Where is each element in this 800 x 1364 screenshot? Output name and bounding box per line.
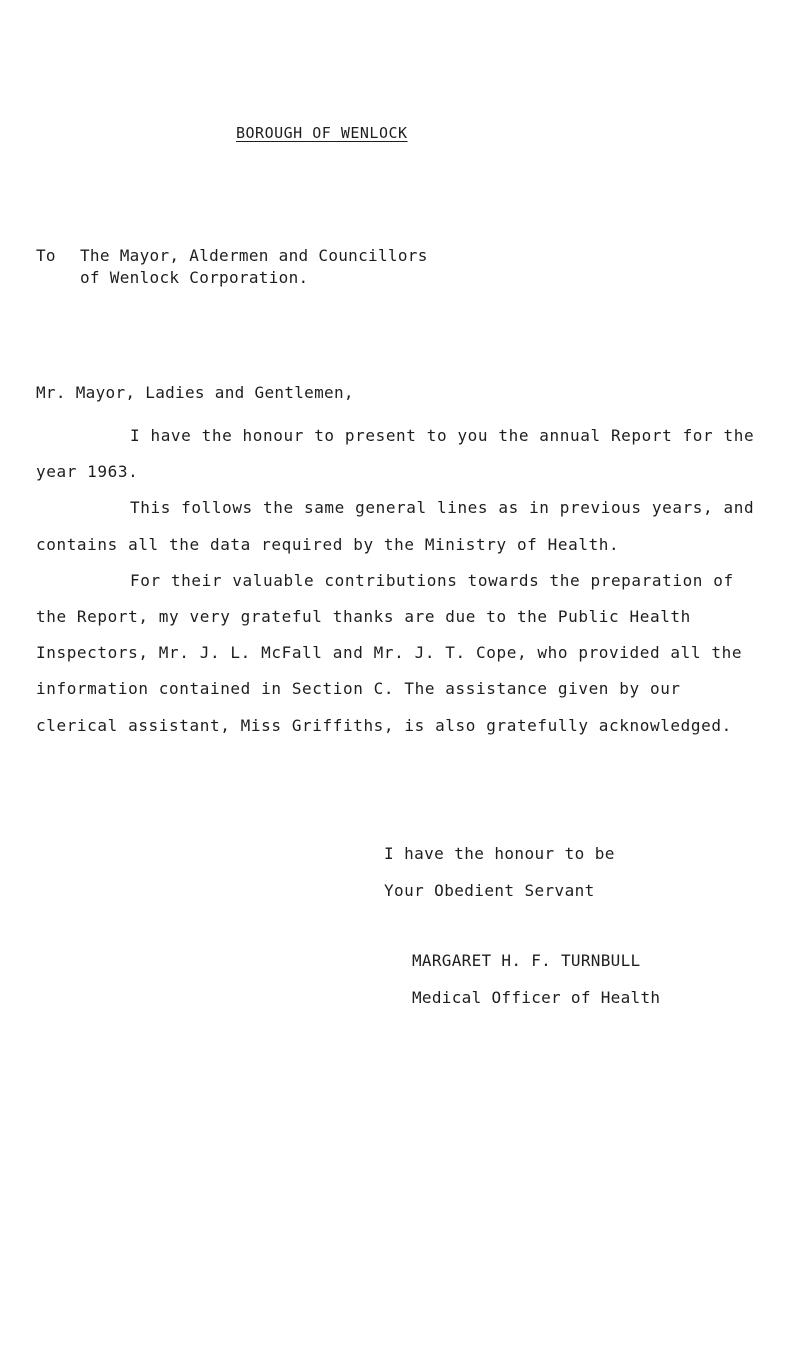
signatory-title: Medical Officer of Health <box>412 988 661 1007</box>
signatory-name: MARGARET H. F. TURNBULL <box>412 951 641 970</box>
address-line-2: of Wenlock Corporation. <box>80 268 309 287</box>
closing-line-2: Your Obedient Servant <box>384 881 595 900</box>
paragraph-report-intro: I have the honour to present to you the annual Report for the year 1963. <box>36 426 755 482</box>
letter-body <box>36 418 772 744</box>
address-line-1 <box>36 245 428 267</box>
address-block <box>36 245 428 289</box>
document-heading: BOROUGH OF WENLOCK <box>236 124 408 142</box>
signature-block <box>412 942 660 1016</box>
paragraph-format-note: This follows the same general lines as in previous years, and contains all the data required by the Ministry of Health. <box>36 498 755 554</box>
paragraph-acknowledgements: For their valuable contributions towards the preparation of the Report, my very grateful thanks are due to the Public Health Inspectors, Mr. J. L. McFall and Mr. J. T. Cope, who provided all the information contained in Section C. The assistance given by our clerical assistant, Miss Griffiths, is also gratefully acknowledged. <box>36 570 743 735</box>
address-recipients: The Mayor, Aldermen and Councillors <box>80 246 428 265</box>
address-to-label: To <box>36 246 56 265</box>
salutation: Mr. Mayor, Ladies and Gentlemen, <box>36 383 354 402</box>
closing-line-1: I have the honour to be <box>384 844 615 863</box>
